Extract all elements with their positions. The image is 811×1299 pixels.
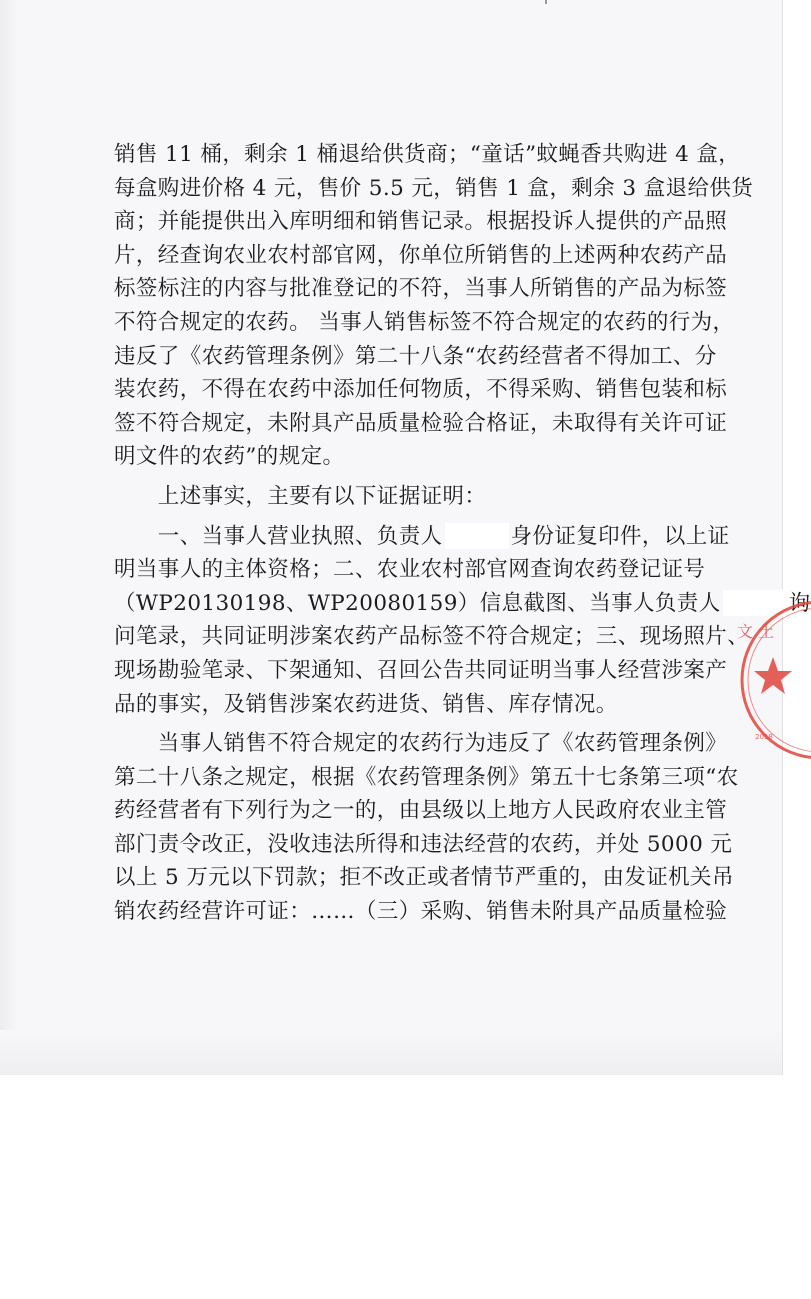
penalty-line: 药经营者有下列行为之一的，由县级以上地方人民政府农业主管 xyxy=(114,798,728,824)
body-line: 不符合规定的农药。 当事人销售标签不符合规定的农药的行为， xyxy=(114,309,735,335)
scan-mark xyxy=(545,0,547,4)
evidence-line: 品的事实，及销售涉案农药进货、销售、库存情况。 xyxy=(114,691,618,717)
penalty-line: 当事人销售不符合规定的农药行为违反了《农药管理条例》 xyxy=(114,731,728,757)
body-line: 片，经查询农业农村部官网，你单位所销售的上述两种农药产品 xyxy=(114,242,728,268)
penalty-line: 第二十八条之规定，根据《农药管理条例》第五十七条第三项“农 xyxy=(114,764,739,790)
evidence-line: 现场勘验笔录、下架通知、召回公告共同证明当事人经营涉案产 xyxy=(114,657,728,683)
evidence-line: 明当事人的主体资格；二、农业农村部官网查询农药登记证号 xyxy=(114,557,706,583)
scan-bottom-shadow xyxy=(0,1030,782,1074)
penalty-line: 以上 5 万元以下罚款；拒不改正或者情节严重的，由发证机关吊 xyxy=(114,865,734,891)
evidence-line xyxy=(114,587,811,621)
evidence-text: 身份证复印件，以上证 xyxy=(510,523,730,549)
official-seal-fragment xyxy=(735,595,785,755)
scan-edge-shadow xyxy=(0,0,18,1074)
evidence-text: 询 xyxy=(788,590,811,616)
body-line: 标签标注的内容与批准登记的不符，当事人所销售的产品为标签 xyxy=(114,276,728,302)
seal-text: 文 土 xyxy=(737,622,775,641)
body-line: 违反了《农药管理条例》第二十八条“农药经营者不得加工、分 xyxy=(114,343,717,369)
seal-date: 2018 xyxy=(755,733,773,741)
penalty-line: 部门责令改正，没收违法所得和违法经营的农药，并处 5000 元 xyxy=(114,831,733,857)
body-line: 明文件的农药”的规定。 xyxy=(114,444,345,470)
redacted-name xyxy=(445,523,509,549)
body-line: 销售 11 桶，剩余 1 桶退给供货商；“童话”蚊蝇香共购进 4 盒， xyxy=(114,142,741,167)
evidence-line xyxy=(114,520,730,554)
body-line: 商；并能提供出入库明细和销售记录。根据投诉人提供的产品照 xyxy=(114,209,728,235)
evidence-line: 问笔录，共同证明涉案农药产品标签不符合规定；三、现场照片、 xyxy=(114,624,750,650)
seal-star-icon xyxy=(754,657,792,694)
evidence-text: （WP20130198、WP20080159）信息截图、当事人负责人 xyxy=(114,590,721,616)
body-line: 签不符合规定，未附具产品质量检验合格证，未取得有关许可证 xyxy=(114,410,728,436)
evidence-heading: 上述事实，主要有以下证据证明： xyxy=(114,483,487,509)
evidence-text: 一、当事人营业执照、负责人 xyxy=(114,523,443,549)
body-line: 装农药，不得在农药中添加任何物质，不得采购、销售包装和标 xyxy=(114,377,728,403)
body-line: 每盒购进价格 4 元，售价 5.5 元，销售 1 盒，剩余 3 盒退给供货 xyxy=(114,175,754,201)
penalty-line: 销农药经营许可证：……（三）采购、销售未附具产品质量检验 xyxy=(114,899,728,925)
